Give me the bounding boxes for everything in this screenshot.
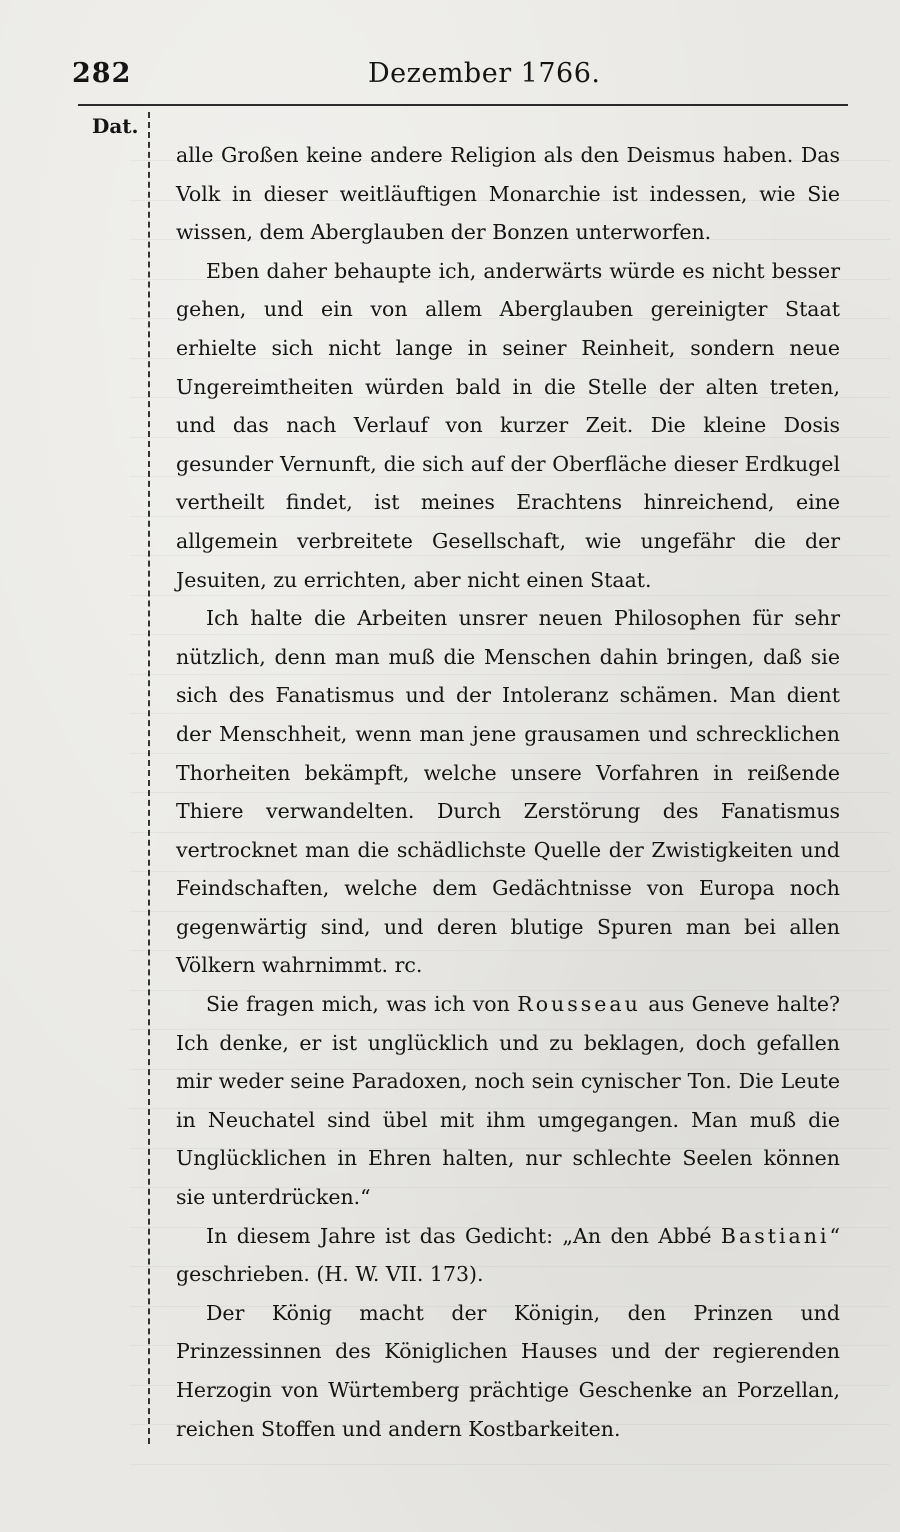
paragraph-4-text-after: aus Geneve halte? Ich denke, er ist unglücklich und zu beklagen, doch gefallen mir weder seine Paradoxen, noch sein cynischer Ton. Die Leute in Neuchatel sind übel mit ihm umgegangen. Man muß die Unglücklichen in Ehren halten, nur schlechte Seelen können sie unterdrücken.“ xyxy=(176,992,840,1210)
bleed-through-header-shadow xyxy=(250,60,277,90)
page-number: 282 xyxy=(72,58,132,89)
paragraph-5 xyxy=(176,1217,840,1294)
paragraph-3: Ich halte die Arbeiten unsrer neuen Philosophen für sehr nützlich, denn man muß die Menschen dahin bringen, daß sie sich des Fanatismus und der Intoleranz schämen. Man dient der Menschheit, wenn man jene grausamen und schrecklichen Thorheiten bekämpft, welche unsere Vorfahren in reißende Thiere verwandelten. Durch Zerstörung des Fanatismus vertrocknet man die schädlichste Quelle der Zwistigkeiten und Feindschaften, welche dem Gedächtnisse von Europa noch gegenwärtig sind, und deren blutige Spuren man bei allen Völkern wahrnimmt. rc. xyxy=(176,606,840,978)
spaced-name-rousseau: Rousseau xyxy=(517,992,641,1017)
spaced-name-bastiani: Bastiani xyxy=(720,1223,830,1248)
paragraph-5-text-after: “ geschrieben. (H. W. VII. 173). xyxy=(176,1223,840,1287)
paragraph-6: Der König macht der Königin, den Prinzen und Prinzessinnen des Königlichen Hauses und der regierenden Herzogin von Würtemberg prächtige Geschenke an Porzellan, reichen Stoffen und andern Kostbarkeiten. xyxy=(176,1300,840,1441)
paragraph-2: Eben daher behaupte ich, anderwärts würde es nicht besser gehen, und ein von allem Aberglauben gereinigter Staat erhielte sich nicht lange in seiner Reinheit, sondern neue Ungereimtheiten würden bald in die Stelle der alten treten, und das nach Verlauf von kurzer Zeit. Die kleine Dosis gesunder Vernunft, die sich auf der Oberfläche dieser Erdkugel vertheilt findet, ist meines Erachtens hinreichend, eine allgemein verbreitete Gesellschaft, wie ungefähr die der Jesuiten, zu errichten, aber nicht einen Staat. xyxy=(176,258,840,592)
paragraph-1: alle Großen keine andere Religion als den Deismus haben. Das Volk in dieser weitläuftigen Monarchie ist indessen, wie Sie wissen, dem Aberglauben der Bonzen unterworfen. xyxy=(176,143,840,245)
paragraph-5-text-before: In diesem Jahre ist das Gedicht: „An den Abbé xyxy=(206,1223,721,1248)
margin-date-label: Dat. xyxy=(92,114,139,138)
running-head: Dezember 1766. xyxy=(368,58,601,89)
header-rule xyxy=(78,104,848,106)
paragraph-4-text-before: Sie fragen mich, was ich von xyxy=(206,992,518,1017)
margin-rule xyxy=(148,112,150,1444)
body-text xyxy=(176,136,840,1448)
paragraph-4 xyxy=(176,985,840,1217)
